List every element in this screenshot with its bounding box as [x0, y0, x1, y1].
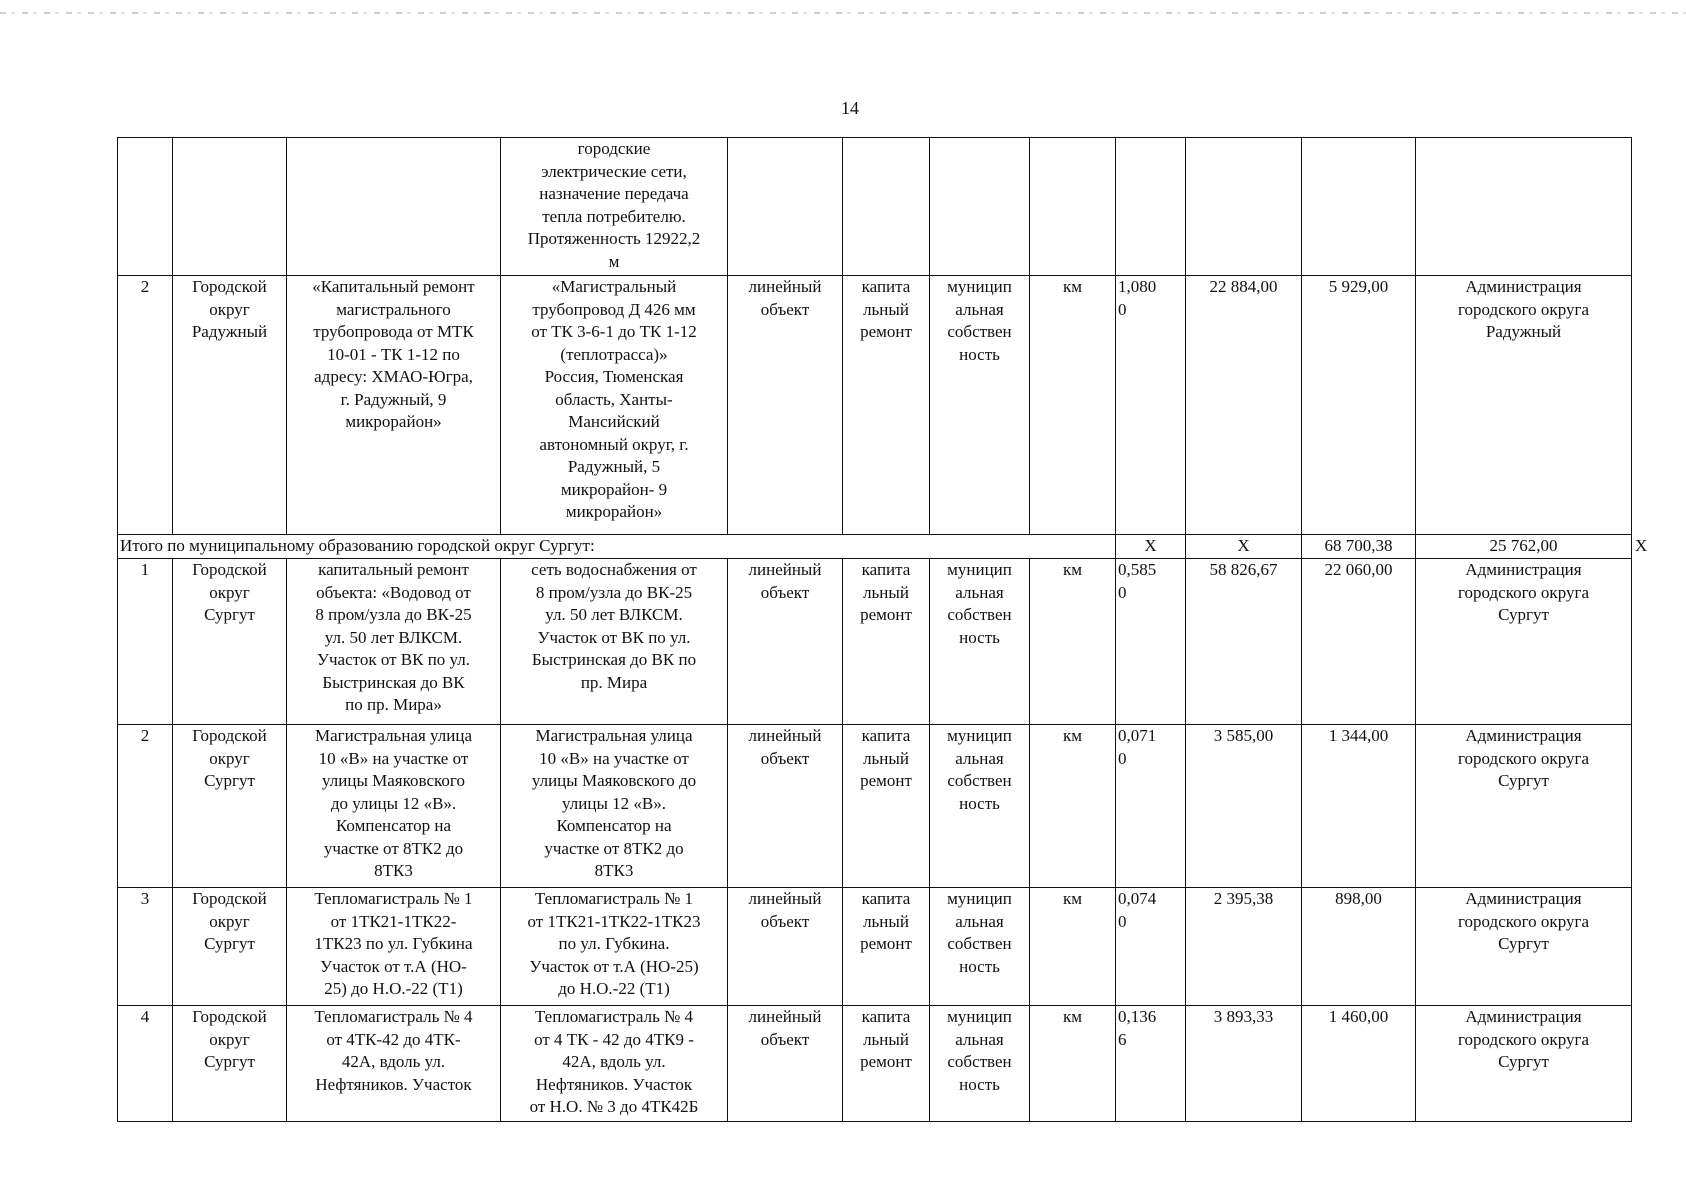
cell-ownership: муницип альная собствен ность — [930, 559, 1030, 725]
cell-object-type: линейный объект — [728, 1006, 843, 1122]
cell-unit: км — [1030, 725, 1116, 888]
subtotal-quantity: X — [1186, 535, 1302, 559]
cell-work-type — [843, 138, 930, 276]
cell-municipality: Городской округ Сургут — [173, 888, 287, 1006]
cell-recipient: Администрация городского округа Радужный — [1416, 276, 1632, 535]
cell-num: 4 — [118, 1006, 173, 1122]
cell-quantity: 1,080 0 — [1116, 276, 1186, 535]
cell-municipality: Городской округ Радужный — [173, 276, 287, 535]
table-row — [118, 138, 1632, 276]
cell-cost-budget: 1 344,00 — [1302, 725, 1416, 888]
cell-municipality: Городской округ Сургут — [173, 1006, 287, 1122]
cell-work-type: капита льный ремонт — [843, 1006, 930, 1122]
cell-cost-total: 2 395,38 — [1186, 888, 1302, 1006]
cell-recipient: Администрация городского округа Сургут — [1416, 1006, 1632, 1122]
cell-municipality: Городской округ Сургут — [173, 725, 287, 888]
cell-project: «Капитальный ремонт магистрального трубопровода от МТК 10-01 - ТК 1-12 по адресу: ХМАО-Югра, г. Радужный, 9 микрорайон» — [287, 276, 501, 535]
cell-cost-total: 22 884,00 — [1186, 276, 1302, 535]
cell-object: сеть водоснабжения от 8 пром/узла до ВК-25 ул. 50 лет ВЛКСМ. Участок от ВК по ул. Быстринская до ВК по пр. Мира — [501, 559, 728, 725]
cell-cost-budget: 22 060,00 — [1302, 559, 1416, 725]
cell-recipient: Администрация городского округа Сургут — [1416, 888, 1632, 1006]
subtotal-row: Итого по муниципальному образованию городской округ Сургут: X X 68 700,38 25 762,00 X — [118, 535, 1632, 559]
cell-project: Тепломагистраль № 1 от 1ТК21-1ТК22- 1ТК23 по ул. Губкина Участок от т.А (НО- 25) до Н.О.-22 (Т1) — [287, 888, 501, 1006]
cell-project: Магистральная улица 10 «В» на участке от улицы Маяковского до улицы 12 «В». Компенсатор на участке от 8ТК2 до 8ТК3 — [287, 725, 501, 888]
cell-cost-budget: 5 929,00 — [1302, 276, 1416, 535]
cell-cost-total: 3 893,33 — [1186, 1006, 1302, 1122]
cell-object: Тепломагистраль № 4 от 4 ТК - 42 до 4ТК9 - 42А, вдоль ул. Нефтяников. Участок от Н.О. № 3 до 4ТК42Б — [501, 1006, 728, 1122]
cell-object-type — [728, 138, 843, 276]
table-row — [118, 725, 1632, 888]
cell-unit: км — [1030, 888, 1116, 1006]
cell-project: Тепломагистраль № 4 от 4ТК-42 до 4ТК- 42А, вдоль ул. Нефтяников. Участок — [287, 1006, 501, 1122]
cell-quantity — [1116, 138, 1186, 276]
cell-object: Магистральная улица 10 «В» на участке от улицы Маяковского до улицы 12 «В». Компенсатор на участке от 8ТК2 до 8ТК3 — [501, 725, 728, 888]
cell-num: 1 — [118, 559, 173, 725]
cell-ownership: муницип альная собствен ность — [930, 276, 1030, 535]
cell-project: капитальный ремонт объекта: «Водовод от 8 пром/узла до ВК-25 ул. 50 лет ВЛКСМ. Участок от ВК по ул. Быстринская до ВК по пр. Мира» — [287, 559, 501, 725]
cell-municipality: Городской округ Сургут — [173, 559, 287, 725]
subtotal-cost-total: 68 700,38 — [1302, 535, 1416, 559]
cell-cost-budget — [1302, 138, 1416, 276]
cell-quantity: 0,071 0 — [1116, 725, 1186, 888]
cell-num: 2 — [118, 725, 173, 888]
cell-object: Тепломагистраль № 1 от 1ТК21-1ТК22-1ТК23 по ул. Губкина. Участок от т.А (НО-25) до Н.О.-22 (Т1) — [501, 888, 728, 1006]
cell-cost-total: 3 585,00 — [1186, 725, 1302, 888]
table-row — [118, 888, 1632, 1006]
subtotal-label: Итого по муниципальному образованию городской округ Сургут: — [118, 535, 1116, 559]
cell-work-type: капита льный ремонт — [843, 725, 930, 888]
cell-cost-budget: 1 460,00 — [1302, 1006, 1416, 1122]
table-row — [118, 1006, 1632, 1122]
cell-quantity: 0,136 6 — [1116, 1006, 1186, 1122]
cell-quantity: 0,585 0 — [1116, 559, 1186, 725]
cell-recipient: Администрация городского округа Сургут — [1416, 559, 1632, 725]
cell-work-type: капита льный ремонт — [843, 559, 930, 725]
table-row — [118, 559, 1632, 725]
cell-work-type: капита льный ремонт — [843, 276, 930, 535]
cell-quantity: 0,074 0 — [1116, 888, 1186, 1006]
cell-ownership — [930, 138, 1030, 276]
cell-object: «Магистральный трубопровод Д 426 мм от ТК 3-6-1 до ТК 1-12 (теплотрасса)» Россия, Тюменская область, Ханты- Мансийский автономный округ, г. Радужный, 5 микрорайон- 9 микрорайон» — [501, 276, 728, 535]
cell-object: городские электрические сети, назначение передача тепла потребителю. Протяженность 12922,2 м — [501, 138, 728, 276]
scan-edge-noise — [0, 12, 1686, 14]
cell-cost-budget: 898,00 — [1302, 888, 1416, 1006]
cell-unit: км — [1030, 1006, 1116, 1122]
cell-cost-total: 58 826,67 — [1186, 559, 1302, 725]
program-table — [117, 137, 1648, 1122]
cell-municipality — [173, 138, 287, 276]
subtotal-cost-budget: 25 762,00 — [1416, 535, 1632, 559]
table-row — [118, 276, 1632, 535]
cell-ownership: муницип альная собствен ность — [930, 888, 1030, 1006]
cell-object-type: линейный объект — [728, 559, 843, 725]
cell-cost-total — [1186, 138, 1302, 276]
cell-ownership: муницип альная собствен ность — [930, 725, 1030, 888]
cell-num: 3 — [118, 888, 173, 1006]
cell-num: 2 — [118, 276, 173, 535]
cell-unit — [1030, 138, 1116, 276]
cell-work-type: капита льный ремонт — [843, 888, 930, 1006]
cell-object-type: линейный объект — [728, 725, 843, 888]
cell-unit: км — [1030, 559, 1116, 725]
cell-object-type: линейный объект — [728, 276, 843, 535]
cell-num — [118, 138, 173, 276]
cell-recipient — [1416, 138, 1632, 276]
subtotal-unit: X — [1116, 535, 1186, 559]
cell-object-type: линейный объект — [728, 888, 843, 1006]
page-number: 14 — [841, 98, 859, 118]
cell-project — [287, 138, 501, 276]
cell-ownership: муницип альная собствен ность — [930, 1006, 1030, 1122]
cell-recipient: Администрация городского округа Сургут — [1416, 725, 1632, 888]
cell-unit: км — [1030, 276, 1116, 535]
